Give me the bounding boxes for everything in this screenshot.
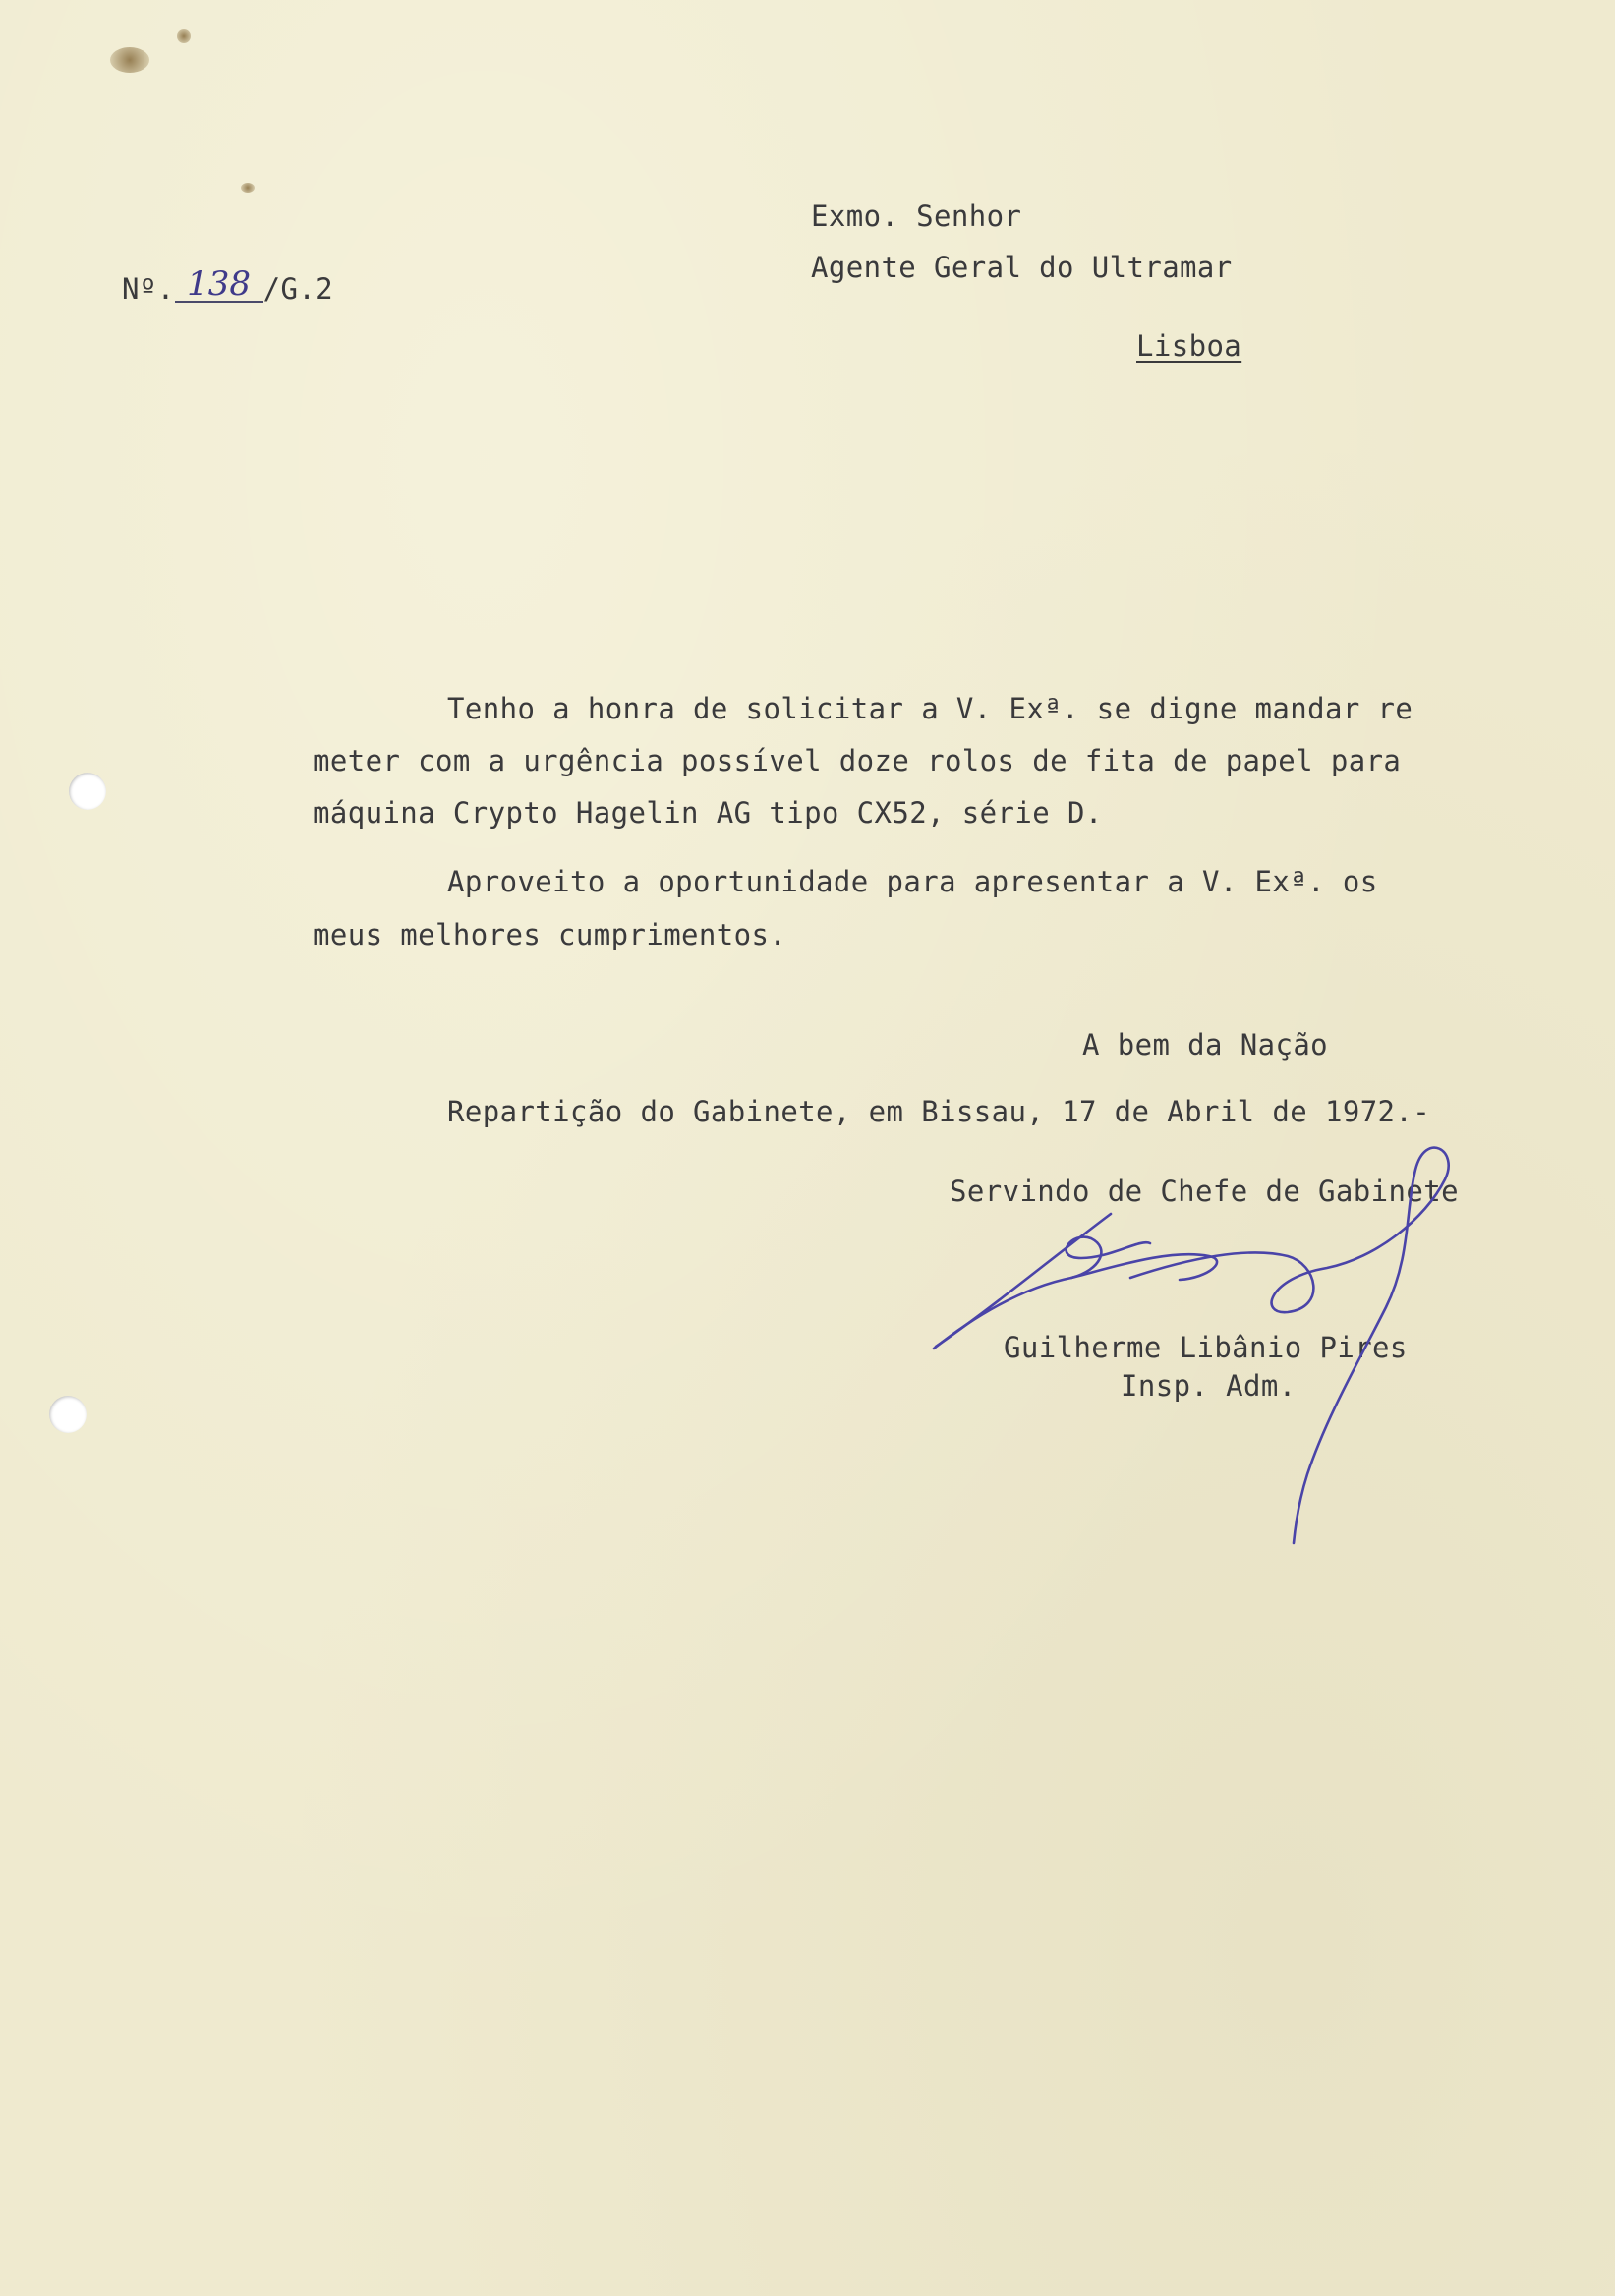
handwritten-signature xyxy=(914,1140,1484,1553)
body-paragraph-2-line-2: meus melhores cumprimentos. xyxy=(313,918,787,951)
reference-handwritten-number: 138 xyxy=(175,267,263,303)
ink-stain xyxy=(241,183,255,193)
ink-stain xyxy=(177,29,191,43)
body-paragraph-1-line-3: máquina Crypto Hagelin AG tipo CX52, série D. xyxy=(313,796,1103,830)
punch-hole-bottom xyxy=(49,1396,87,1433)
recipient-salutation: Exmo. Senhor xyxy=(811,200,1022,233)
signatory-name: Guilherme Libânio Pires xyxy=(1004,1331,1408,1364)
reference-number xyxy=(122,264,334,307)
place-and-date: Repartição do Gabinete, em Bissau, 17 de Abril de 1972.- xyxy=(447,1095,1431,1128)
reference-suffix: /G.2 xyxy=(262,272,334,306)
body-paragraph-2-line-1: Aproveito a oportunidade para apresentar a V. Exª. os xyxy=(447,865,1378,898)
recipient-city: Lisboa xyxy=(1136,329,1242,363)
body-paragraph-1-line-2: meter com a urgência possível doze rolos de fita de papel para xyxy=(313,744,1402,777)
signatory-role: Servindo de Chefe de Gabinete xyxy=(950,1175,1459,1208)
reference-prefix: Nº. xyxy=(122,272,175,306)
body-paragraph-1-line-1: Tenho a honra de solicitar a V. Exª. se digne mandar re xyxy=(447,692,1413,725)
closing-salutation: A bem da Nação xyxy=(1082,1028,1329,1062)
signatory-title: Insp. Adm. xyxy=(1121,1369,1297,1403)
recipient-office: Agente Geral do Ultramar xyxy=(811,251,1233,284)
ink-stain xyxy=(110,47,149,73)
punch-hole-top xyxy=(69,773,106,810)
